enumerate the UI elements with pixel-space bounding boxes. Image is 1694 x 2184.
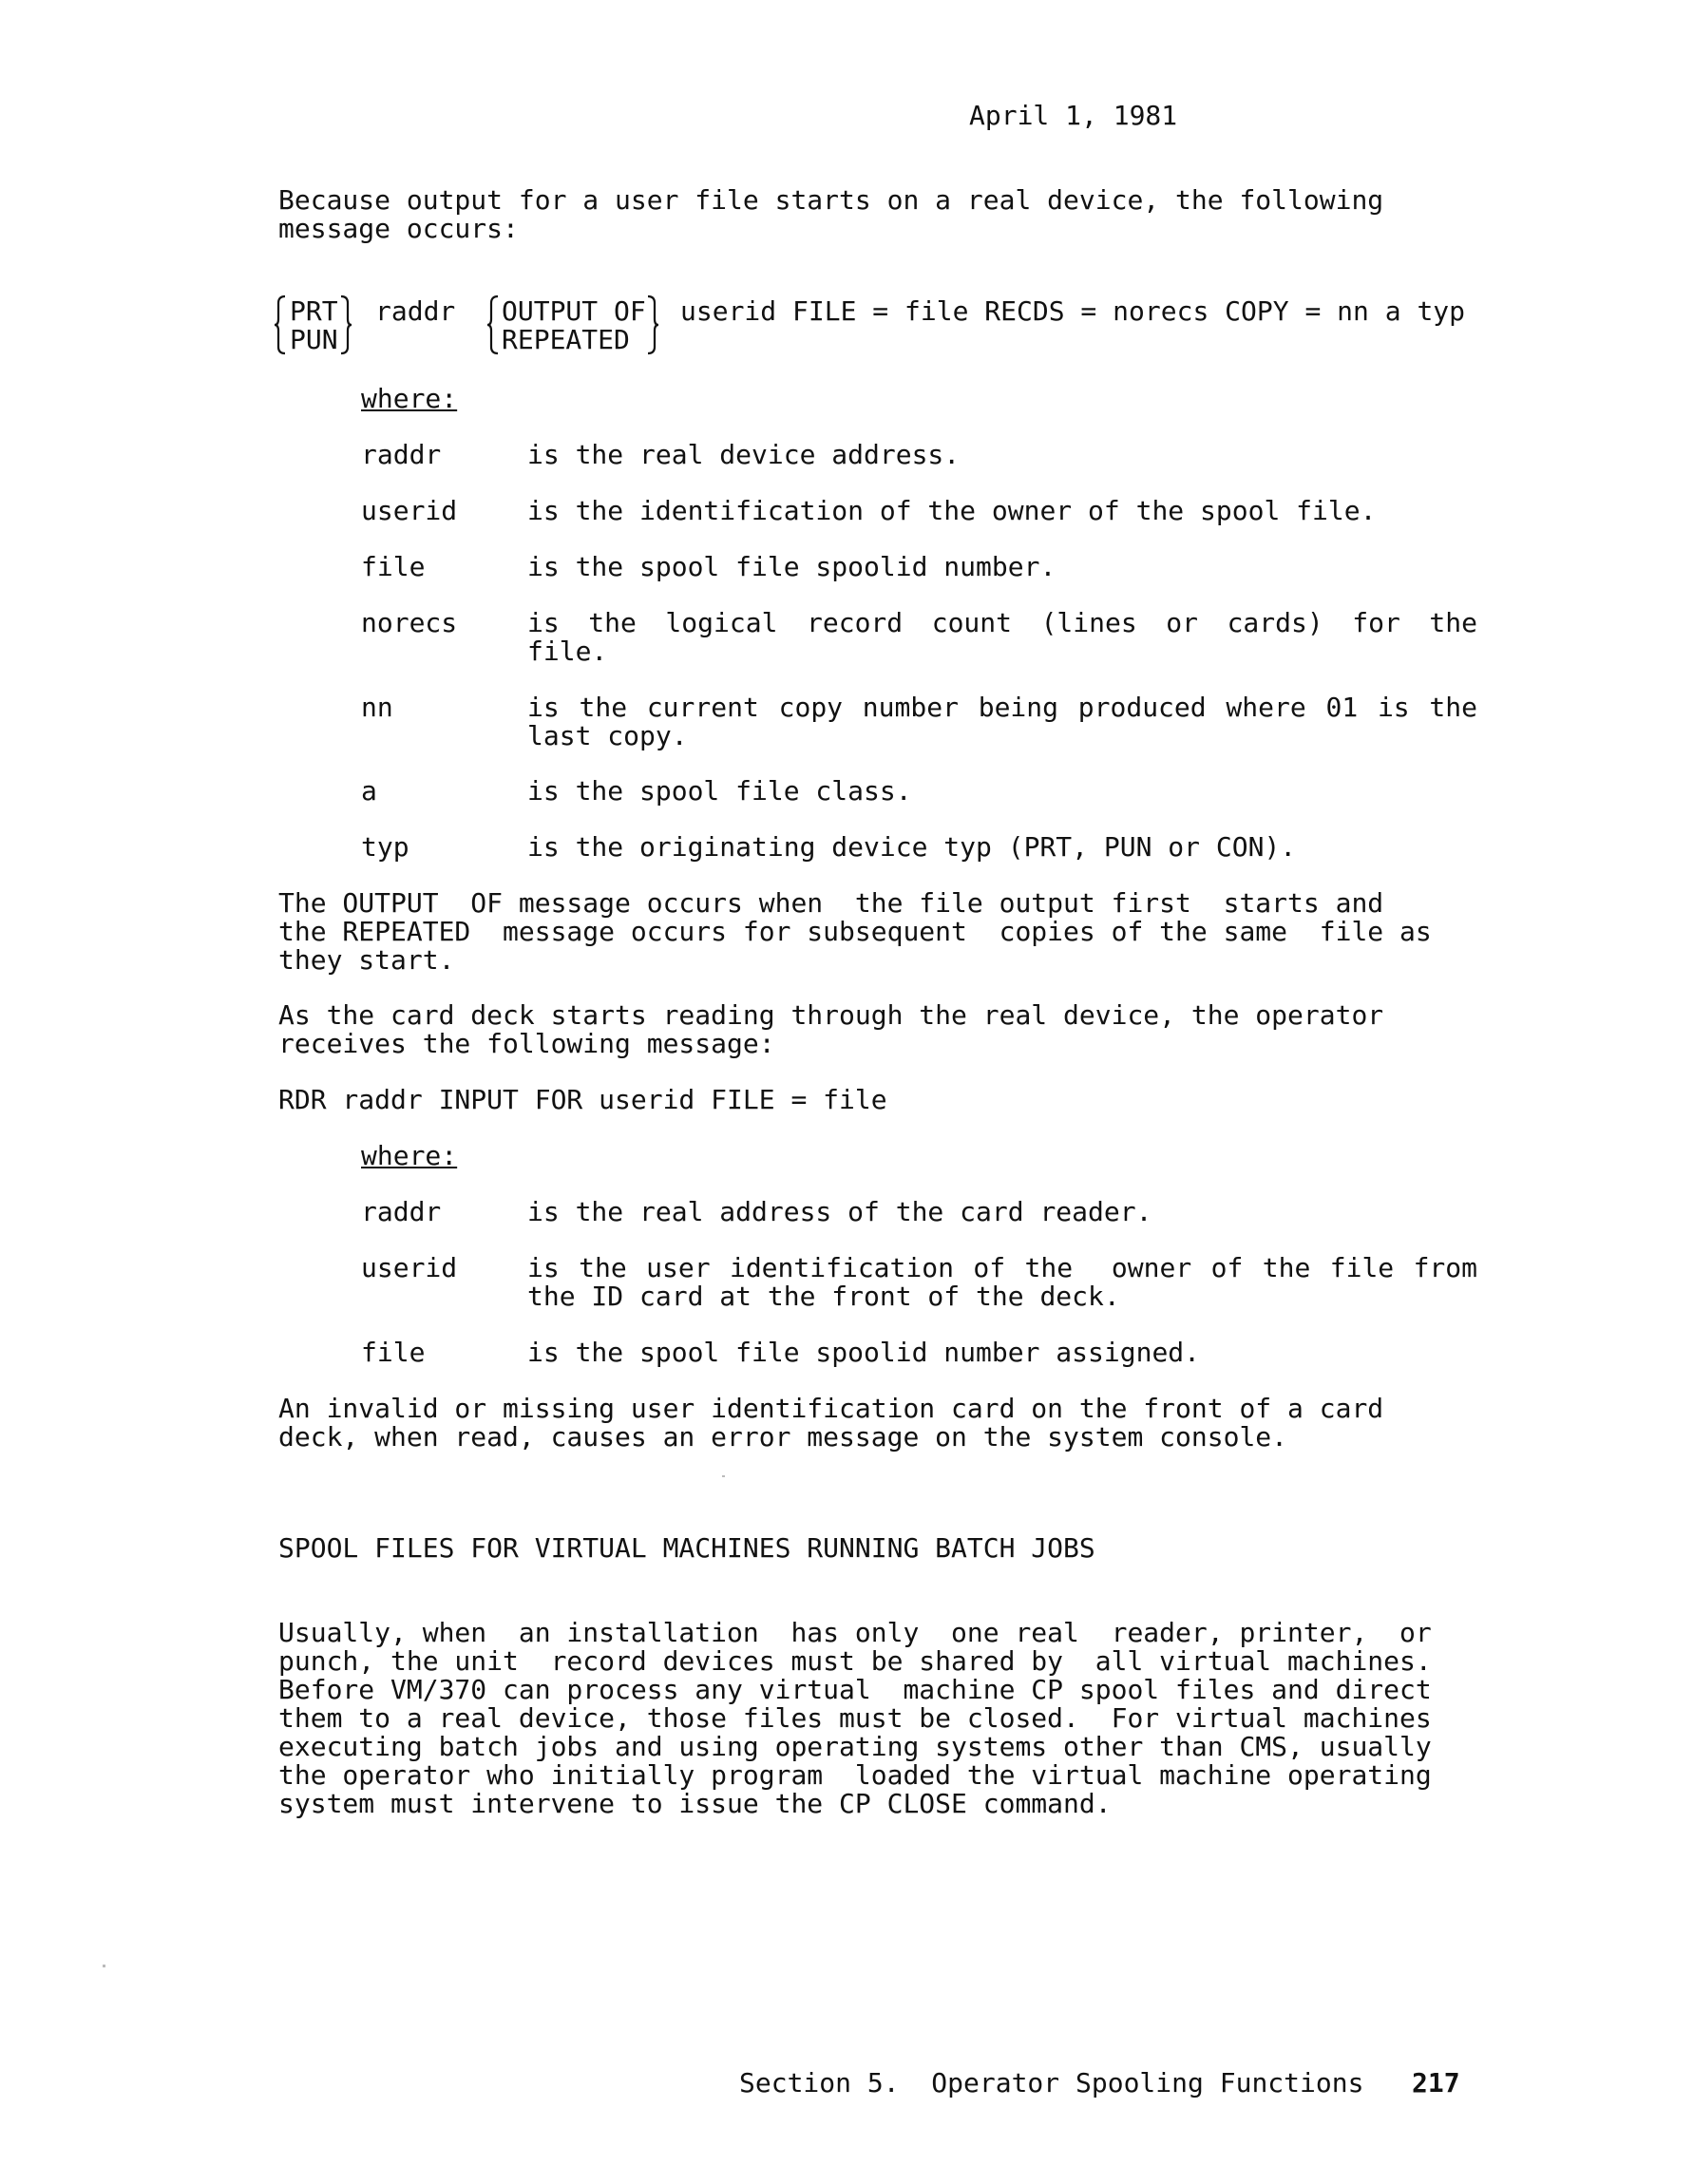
definition-text bbox=[527, 1254, 1477, 1311]
definition-term: userid bbox=[361, 1252, 458, 1283]
paragraph-line: system must intervene to issue the CP CLOSE command. bbox=[278, 1788, 1112, 1819]
paragraph-line: the REPEATED message occurs for subsequent copies of the same file as bbox=[278, 916, 1432, 947]
definition-text bbox=[527, 693, 1477, 750]
intro-paragraph bbox=[278, 186, 1383, 243]
paragraph-line: As the card deck starts reading through the real device, the operator bbox=[278, 999, 1384, 1031]
section-heading: SPOOL FILES FOR VIRTUAL MACHINES RUNNING BATCH JOBS bbox=[278, 1532, 1095, 1564]
message-option: REPEATED bbox=[502, 324, 630, 355]
right-brace-icon bbox=[339, 294, 352, 355]
right-brace-icon bbox=[646, 294, 659, 355]
definition-term: typ bbox=[361, 831, 409, 863]
paragraph-line: them to a real device, those files must be closed. For virtual machines bbox=[278, 1702, 1432, 1734]
paragraph-line: Usually, when an installation has only one real reader, printer, or bbox=[278, 1617, 1432, 1648]
paragraph-line: Before VM/370 can process any virtual machine CP spool files and direct bbox=[278, 1674, 1432, 1705]
output-repeated-paragraph bbox=[278, 889, 1432, 975]
card-deck-paragraph bbox=[278, 1001, 1383, 1058]
paragraph-line: the operator who initially program loaded the virtual machine operating bbox=[278, 1759, 1432, 1791]
left-brace-icon bbox=[274, 294, 287, 355]
definition-line: is the real device address. bbox=[527, 439, 961, 470]
definition-term: file bbox=[361, 1337, 426, 1368]
left-brace-icon bbox=[486, 294, 500, 355]
definition-line: is the logical record count (lines or cards) for the bbox=[527, 607, 1477, 638]
definition-text bbox=[527, 553, 1477, 581]
page-number: 217 bbox=[1412, 2067, 1460, 2099]
definition-term: raddr bbox=[361, 1196, 442, 1227]
paragraph-line: deck, when read, causes an error message on the system console. bbox=[278, 1421, 1288, 1453]
definition-text bbox=[527, 1339, 1477, 1367]
definition-line: last copy. bbox=[527, 720, 688, 751]
paragraph-line: they start. bbox=[278, 944, 455, 976]
definition-text bbox=[527, 833, 1477, 862]
invalid-card-paragraph bbox=[278, 1395, 1383, 1452]
message-format-input: RDR raddr INPUT FOR userid FILE = file bbox=[278, 1084, 887, 1115]
footer-section-title: Section 5. Operator Spooling Functions bbox=[739, 2067, 1364, 2099]
paragraph-line: message occurs: bbox=[278, 213, 519, 244]
batch-jobs-paragraph bbox=[278, 1619, 1432, 1818]
definition-line: file. bbox=[527, 636, 608, 667]
definition-text bbox=[527, 777, 1477, 806]
where-label: where: bbox=[361, 1140, 458, 1171]
definition-term: file bbox=[361, 551, 426, 582]
definition-term: nn bbox=[361, 692, 393, 723]
message-fields: userid FILE = file RECDS = norecs COPY = nn a typ bbox=[680, 295, 1466, 327]
device-option: PRT bbox=[290, 295, 338, 327]
definition-line: is the identification of the owner of the spool file. bbox=[527, 495, 1377, 526]
definition-line: is the real address of the card reader. bbox=[527, 1196, 1152, 1227]
page-date: April 1, 1981 bbox=[969, 100, 1178, 131]
definition-text bbox=[527, 1198, 1477, 1226]
definition-line: is the user identification of the owner of the file from bbox=[527, 1252, 1477, 1283]
definition-line: is the originating device typ (PRT, PUN or CON). bbox=[527, 831, 1297, 863]
raddr-token: raddr bbox=[375, 295, 456, 327]
paragraph-line: punch, the unit record devices must be shared by all virtual machines. bbox=[278, 1645, 1432, 1677]
paragraph-line: receives the following message: bbox=[278, 1028, 775, 1059]
device-options bbox=[290, 297, 338, 354]
scan-speck bbox=[722, 1475, 725, 1477]
scan-speck bbox=[103, 1965, 105, 1967]
definition-line: the ID card at the front of the deck. bbox=[527, 1281, 1120, 1312]
definition-term: a bbox=[361, 775, 377, 807]
definition-text bbox=[527, 609, 1477, 666]
definition-line: is the spool file spoolid number. bbox=[527, 551, 1056, 582]
definition-line: is the current copy number being produced where 01 is the bbox=[527, 692, 1477, 723]
message-option: OUTPUT OF bbox=[502, 295, 646, 327]
definition-term: userid bbox=[361, 495, 458, 526]
message-options bbox=[502, 297, 646, 354]
paragraph-line: Because output for a user file starts on a real device, the following bbox=[278, 184, 1384, 216]
definition-line: is the spool file spoolid number assigned. bbox=[527, 1337, 1201, 1368]
device-option: PUN bbox=[290, 324, 338, 355]
definition-line: is the spool file class. bbox=[527, 775, 912, 807]
definition-term: raddr bbox=[361, 439, 442, 470]
definition-term: norecs bbox=[361, 607, 458, 638]
definition-text bbox=[527, 441, 1477, 469]
definition-text bbox=[527, 497, 1477, 525]
where-label: where: bbox=[361, 383, 458, 414]
paragraph-line: An invalid or missing user identification card on the front of a card bbox=[278, 1393, 1384, 1424]
paragraph-line: The OUTPUT OF message occurs when the file output first starts and bbox=[278, 887, 1384, 919]
paragraph-line: executing batch jobs and using operating systems other than CMS, usually bbox=[278, 1731, 1432, 1762]
